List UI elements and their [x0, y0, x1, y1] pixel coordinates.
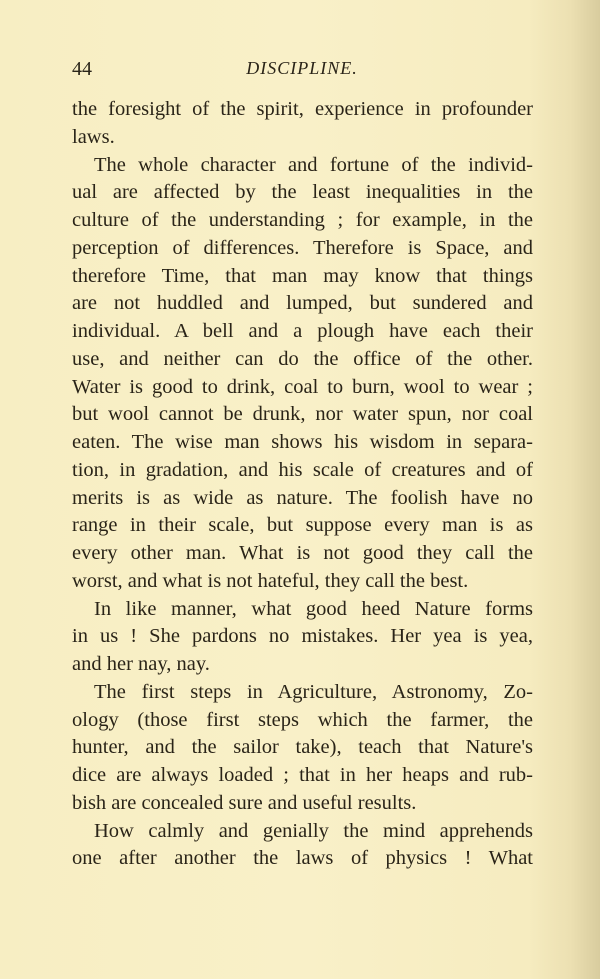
text-line: dice are always loaded ; that in her heaps and rub- [72, 764, 533, 786]
text-line: merits is as wide as nature. The foolish have no [72, 486, 533, 509]
text-line: ual are affected by the least inequalities in the [72, 181, 533, 204]
text-line: How calmly and genially the mind apprehends [94, 819, 533, 842]
text-line: eaten. The wise man shows his wisdom in separa- [72, 431, 533, 453]
text-line: are not huddled and lumped, but sundered and [72, 292, 533, 315]
text-line: The whole character and fortune of the individ- [94, 153, 533, 176]
text-line: Water is good to drink, coal to burn, wool to wear ; [72, 375, 533, 398]
running-header [72, 58, 532, 86]
text-line: tion, in gradation, and his scale of creatures and of [72, 458, 533, 481]
text-line: laws. [72, 125, 115, 148]
text-line: range in their scale, but suppose every man is as [72, 514, 533, 537]
running-title: DISCIPLINE. [246, 58, 358, 78]
text-line: the foresight of the spirit, experience in profounder [72, 98, 533, 120]
text-line: In like manner, what good heed Nature forms [94, 597, 533, 620]
text-line: The first steps in Agriculture, Astronomy, Zo- [94, 680, 533, 703]
text-line: worst, and what is not hateful, they call the best. [72, 569, 469, 592]
text-line: every other man. What is not good they call the [72, 542, 533, 564]
body-text [72, 96, 533, 873]
text-line: and her nay, nay. [72, 653, 210, 675]
text-line: in us ! She pardons no mistakes. Her yea is yea, [72, 625, 533, 648]
text-line: ology (those first steps which the farmer, the [72, 708, 533, 731]
page-number: 44 [72, 58, 92, 80]
text-line: one after another the laws of physics ! What [72, 847, 533, 870]
text-line: bish are concealed sure and useful results. [72, 791, 417, 814]
text-line: individual. A bell and a plough have each their [72, 320, 533, 342]
text-line: culture of the understanding ; for example, in the [72, 209, 533, 231]
text-line: perception of differences. Therefore is Space, and [72, 236, 533, 259]
text-line: hunter, and the sailor take), teach that Nature's [72, 736, 533, 759]
text-line: use, and neither can do the office of the other. [72, 347, 533, 370]
text-line: therefore Time, that man may know that things [72, 264, 533, 287]
text-line: but wool cannot be drunk, nor water spun, nor coal [72, 403, 533, 426]
